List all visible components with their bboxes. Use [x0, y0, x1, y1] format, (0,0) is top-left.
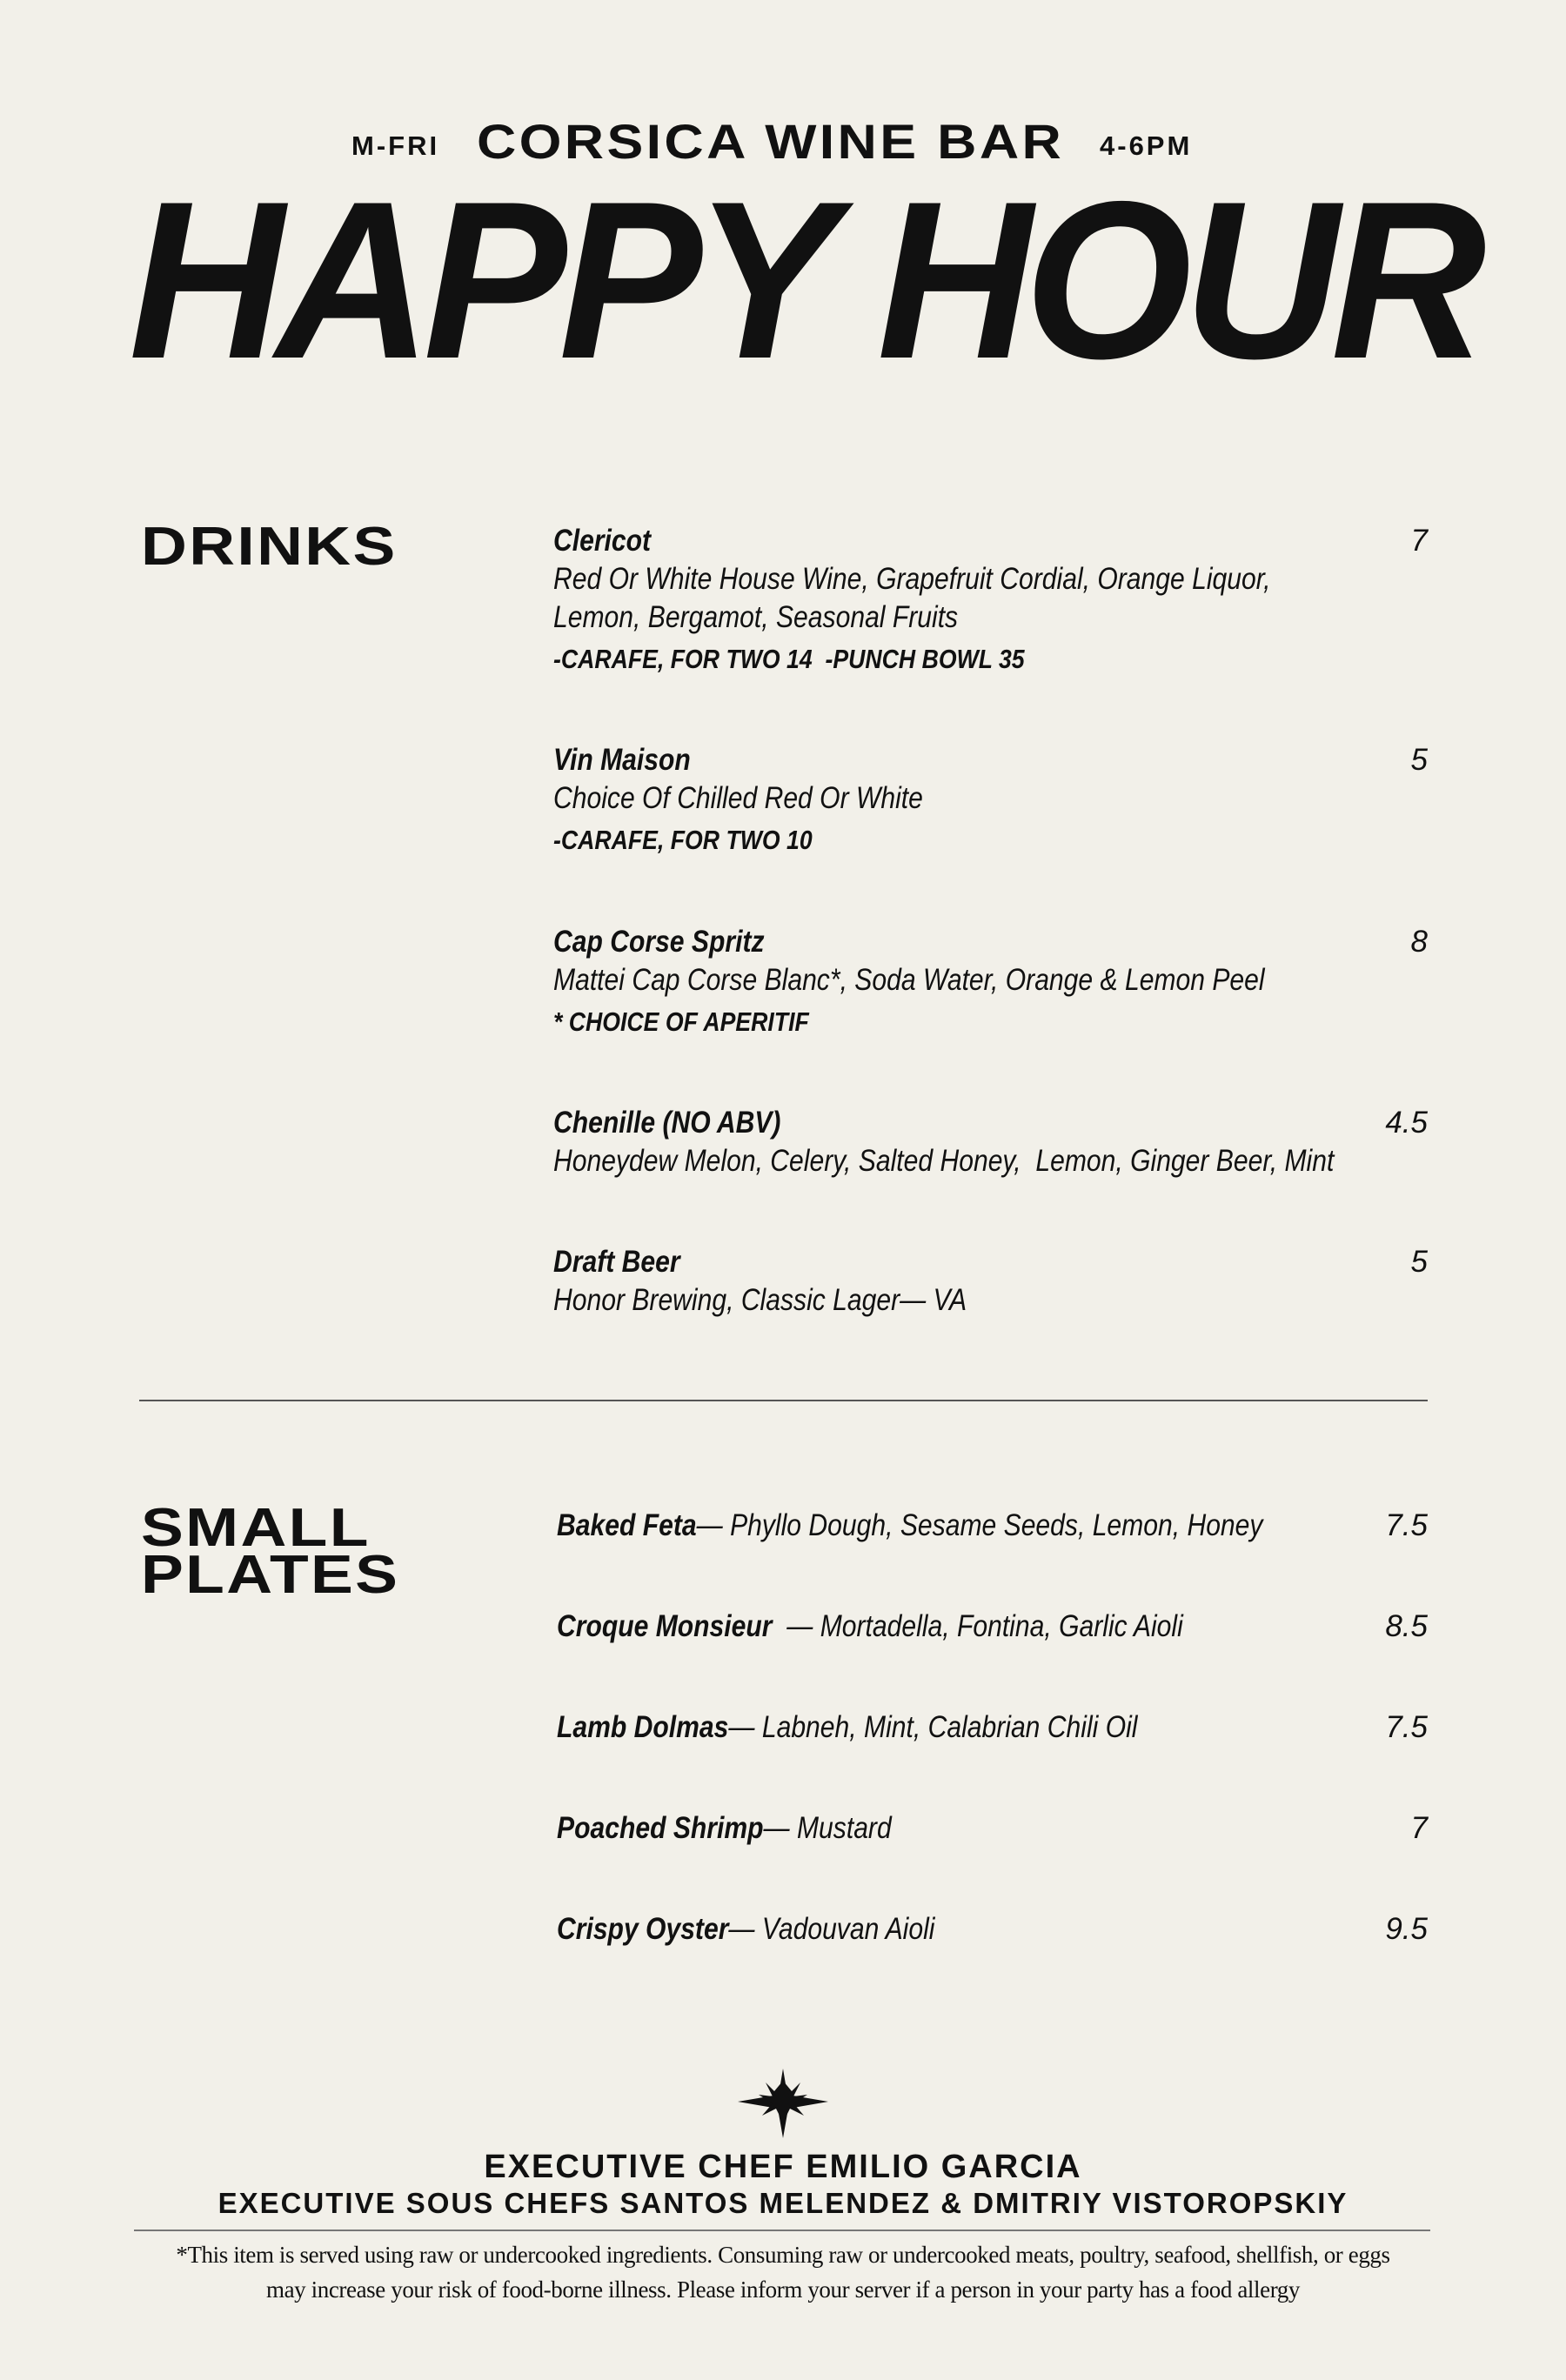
item-name: Clericot — [553, 524, 652, 558]
small-plates-section-title — [141, 1498, 400, 1605]
menu-item-cap-corse-spritz — [553, 923, 1428, 1040]
starburst-icon — [738, 2069, 828, 2138]
hours-label: 4-6PM — [1100, 130, 1193, 161]
item-price: 7 — [1410, 524, 1428, 558]
item-price: 7 — [1410, 1811, 1428, 1845]
venue-name: CORSICA WINE BAR — [477, 114, 1065, 169]
disclaimer-line-1: *This item is served using raw or undercooked ingredients. Consuming raw or undercooked meats, poultry, seafood, shellfish, or eggs — [176, 2242, 1390, 2268]
plate-item-croque-monsieur — [557, 1608, 1428, 1646]
item-price: 5 — [1410, 743, 1428, 777]
menu-item-draft-beer — [553, 1243, 1428, 1320]
item-detail: — Vadouvan Aioli — [728, 1912, 935, 1946]
item-detail: — Mustard — [763, 1811, 892, 1845]
item-name: Poached Shrimp — [557, 1811, 764, 1845]
item-price: 7.5 — [1385, 1710, 1428, 1744]
days-label: M-FRI — [351, 130, 440, 161]
page-title: HAPPY HOUR — [129, 154, 1478, 405]
item-name: Croque Monsieur — [557, 1609, 773, 1643]
item-price: 4.5 — [1385, 1106, 1428, 1140]
executive-chef-credit: EXECUTIVE CHEF EMILIO GARCIA — [484, 2149, 1082, 2185]
small-plates-title-line2: PLATES — [141, 1545, 400, 1605]
allergy-disclaimer — [130, 2237, 1436, 2307]
item-description: Honor Brewing, Classic Lager— VA — [553, 1283, 967, 1317]
item-description: Choice Of Chilled Red Or White — [553, 781, 923, 815]
item-description: Honeydew Melon, Celery, Salted Honey, Lemon, Ginger Beer, Mint — [553, 1144, 1335, 1178]
item-description: Mattei Cap Corse Blanc*, Soda Water, Orange & Lemon Peel — [553, 963, 1265, 997]
item-note: -CARAFE, FOR TWO 10 — [553, 825, 813, 855]
item-detail: — Phyllo Dough, Sesame Seeds, Lemon, Honey — [696, 1508, 1263, 1542]
plate-item-poached-shrimp — [557, 1809, 1428, 1848]
item-name: Chenille (NO ABV) — [553, 1106, 781, 1140]
disclaimer-line-2: may increase your risk of food-borne illness. Please inform your server if a person in your party has a food allergy — [266, 2276, 1300, 2303]
drinks-title-text: DRINKS — [141, 517, 398, 577]
item-detail: — Mortadella, Fontina, Garlic Aioli — [772, 1609, 1183, 1643]
section-divider — [139, 1400, 1428, 1401]
item-detail: — Labneh, Mint, Calabrian Chili Oil — [728, 1710, 1138, 1744]
item-name: Cap Corse Spritz — [553, 925, 765, 959]
item-note: -CARAFE, FOR TWO 14 -PUNCH BOWL 35 — [553, 644, 1025, 674]
item-name: Lamb Dolmas — [557, 1710, 729, 1744]
sous-chefs-credit: EXECUTIVE SOUS CHEFS SANTOS MELENDEZ & DMITRIY VISTOROPSKIY — [218, 2187, 1348, 2219]
item-price: 9.5 — [1385, 1912, 1428, 1946]
item-name: Vin Maison — [553, 743, 691, 777]
item-name: Draft Beer — [553, 1245, 680, 1279]
item-note: * CHOICE OF APERITIF — [553, 1006, 809, 1037]
drinks-section-title — [141, 517, 398, 577]
item-price: 8.5 — [1385, 1609, 1428, 1643]
plate-item-crispy-oyster — [557, 1910, 1428, 1949]
item-name: Crispy Oyster — [557, 1912, 729, 1946]
menu-item-clericot — [553, 522, 1428, 677]
small-plates-title-line1: SMALL — [141, 1498, 371, 1558]
item-price: 7.5 — [1385, 1508, 1428, 1542]
menu-item-chenille — [553, 1104, 1428, 1180]
footer-divider — [134, 2230, 1430, 2231]
menu-item-vin-maison — [553, 741, 1428, 858]
item-description: Red Or White House Wine, Grapefruit Cordial, Orange Liquor, Lemon, Bergamot, Seasonal Fruits — [553, 562, 1271, 634]
plate-item-lamb-dolmas — [557, 1708, 1428, 1747]
item-name: Baked Feta — [557, 1508, 697, 1542]
plate-item-baked-feta — [557, 1507, 1428, 1545]
item-price: 8 — [1410, 925, 1428, 959]
item-price: 5 — [1410, 1245, 1428, 1279]
